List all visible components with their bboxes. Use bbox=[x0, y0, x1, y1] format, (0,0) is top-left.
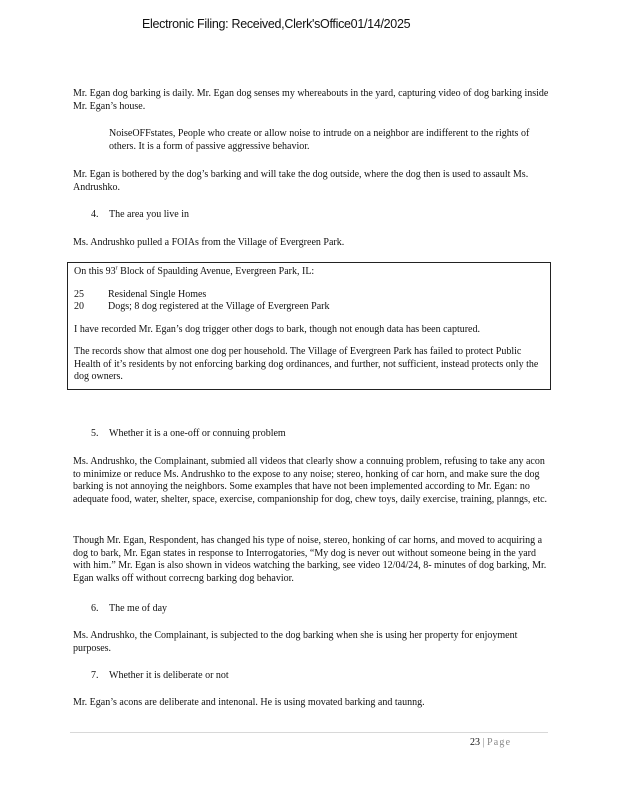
list-item-continuing bbox=[91, 428, 286, 441]
paragraph-complainant-videos: Ms. Andrushko, the Complainant, submied all videos that clearly show a connuing problem, refusing to take any acon to minimize or reduce Ms. Andrushko to the expose to any noise; stereo, honking of car horn, and make sure the dog barking is not annoying the neighbors. Some examples that have not been implemented according to Mr. Egan: no adequate food, water, shelter, space, exercise, companionship for dog, chew toys, daily exercise, training, planngs, etc. bbox=[73, 456, 548, 505]
paragraph-bothered: Mr. Egan is bothered by the dog’s barking and will take the dog outside, where the dog then is used to assault Ms. Andrushko. bbox=[73, 169, 529, 193]
list-text: Whether it is deliberate or not bbox=[109, 670, 229, 681]
paragraph-foia: Ms. Andrushko pulled a FOIAs from the Village of Evergreen Park. bbox=[73, 237, 345, 248]
paragraph-daily-barking: Mr. Egan dog barking is daily. Mr. Egan dog senses my whereabouts in the yard, capturing video of dog barking inside Mr. Egan’s house. bbox=[73, 88, 549, 112]
page-footer bbox=[470, 737, 542, 750]
list-number: 7. bbox=[91, 670, 99, 681]
filing-stamp: Electronic Filing: Received,Clerk'sOffice01/14/2025 bbox=[142, 17, 411, 31]
footer-separator: | bbox=[482, 737, 485, 748]
list-text: The me of day bbox=[109, 603, 168, 614]
paragraph-respondent: Though Mr. Egan, Respondent, has changed his type of noise, stereo, honking of car horns, and moved to acquiring a dog to bark, Mr. Egan states in response to Interrogatories, “My dog is never out without someone being in the yard with him.” Mr. Egan is also shown in videos watching the barking, see video 12/04/24, 8- minutes of dog barking, Mr. Egan walks off without correcng barking dog behavior. bbox=[73, 535, 547, 584]
footer-divider bbox=[70, 732, 548, 733]
list-item-time bbox=[91, 603, 167, 616]
box-heading: On this 93$^r$ Block of Spaulding Avenue, Evergreen Park, IL: bbox=[74, 265, 315, 277]
list-number: 4. bbox=[91, 209, 99, 220]
page-number: 23 bbox=[470, 737, 480, 748]
list-item-area bbox=[91, 209, 189, 222]
paragraph-enjoyment: Ms. Andrushko, the Complainant, is subjected to the dog barking when she is using her property for enjoyment purposes. bbox=[73, 630, 518, 654]
paragraph-noiseoff-quote: NoiseOFFstates, People who create or allow noise to intrude on a neighbor are indifferent to the rights of others. It is a form of passive aggressive behavior. bbox=[109, 128, 530, 152]
paragraph-deliberate: Mr. Egan’s acons are deliberate and intenonal. He is using movated barking and taunng. bbox=[73, 697, 425, 708]
box-row-dogs: 20 Dogs; 8 dog registered at the Village of Evergreen Park bbox=[74, 301, 330, 312]
list-number: 6. bbox=[91, 603, 99, 614]
page-label: Page bbox=[487, 737, 512, 748]
list-item-deliberate bbox=[91, 670, 229, 683]
box-paragraph-recorded: I have recorded Mr. Egan’s dog trigger other dogs to bark, though not enough data has been captured. bbox=[74, 324, 480, 335]
list-number: 5. bbox=[91, 428, 99, 439]
box-paragraph-records: The records show that almost one dog per household. The Village of Evergreen Park has failed to protect Public Health of it’s residents by not enforcing barking dog ordinances, and further, not sufficient, instead protects only the dog owners. bbox=[74, 346, 539, 382]
evidence-box bbox=[67, 262, 551, 390]
list-text: The area you live in bbox=[109, 209, 189, 220]
box-row-homes: 25 Residenal Single Homes bbox=[74, 289, 207, 300]
ordinal-suffix: r bbox=[115, 265, 118, 272]
list-text: Whether it is a one-off or connuing problem bbox=[109, 428, 286, 439]
